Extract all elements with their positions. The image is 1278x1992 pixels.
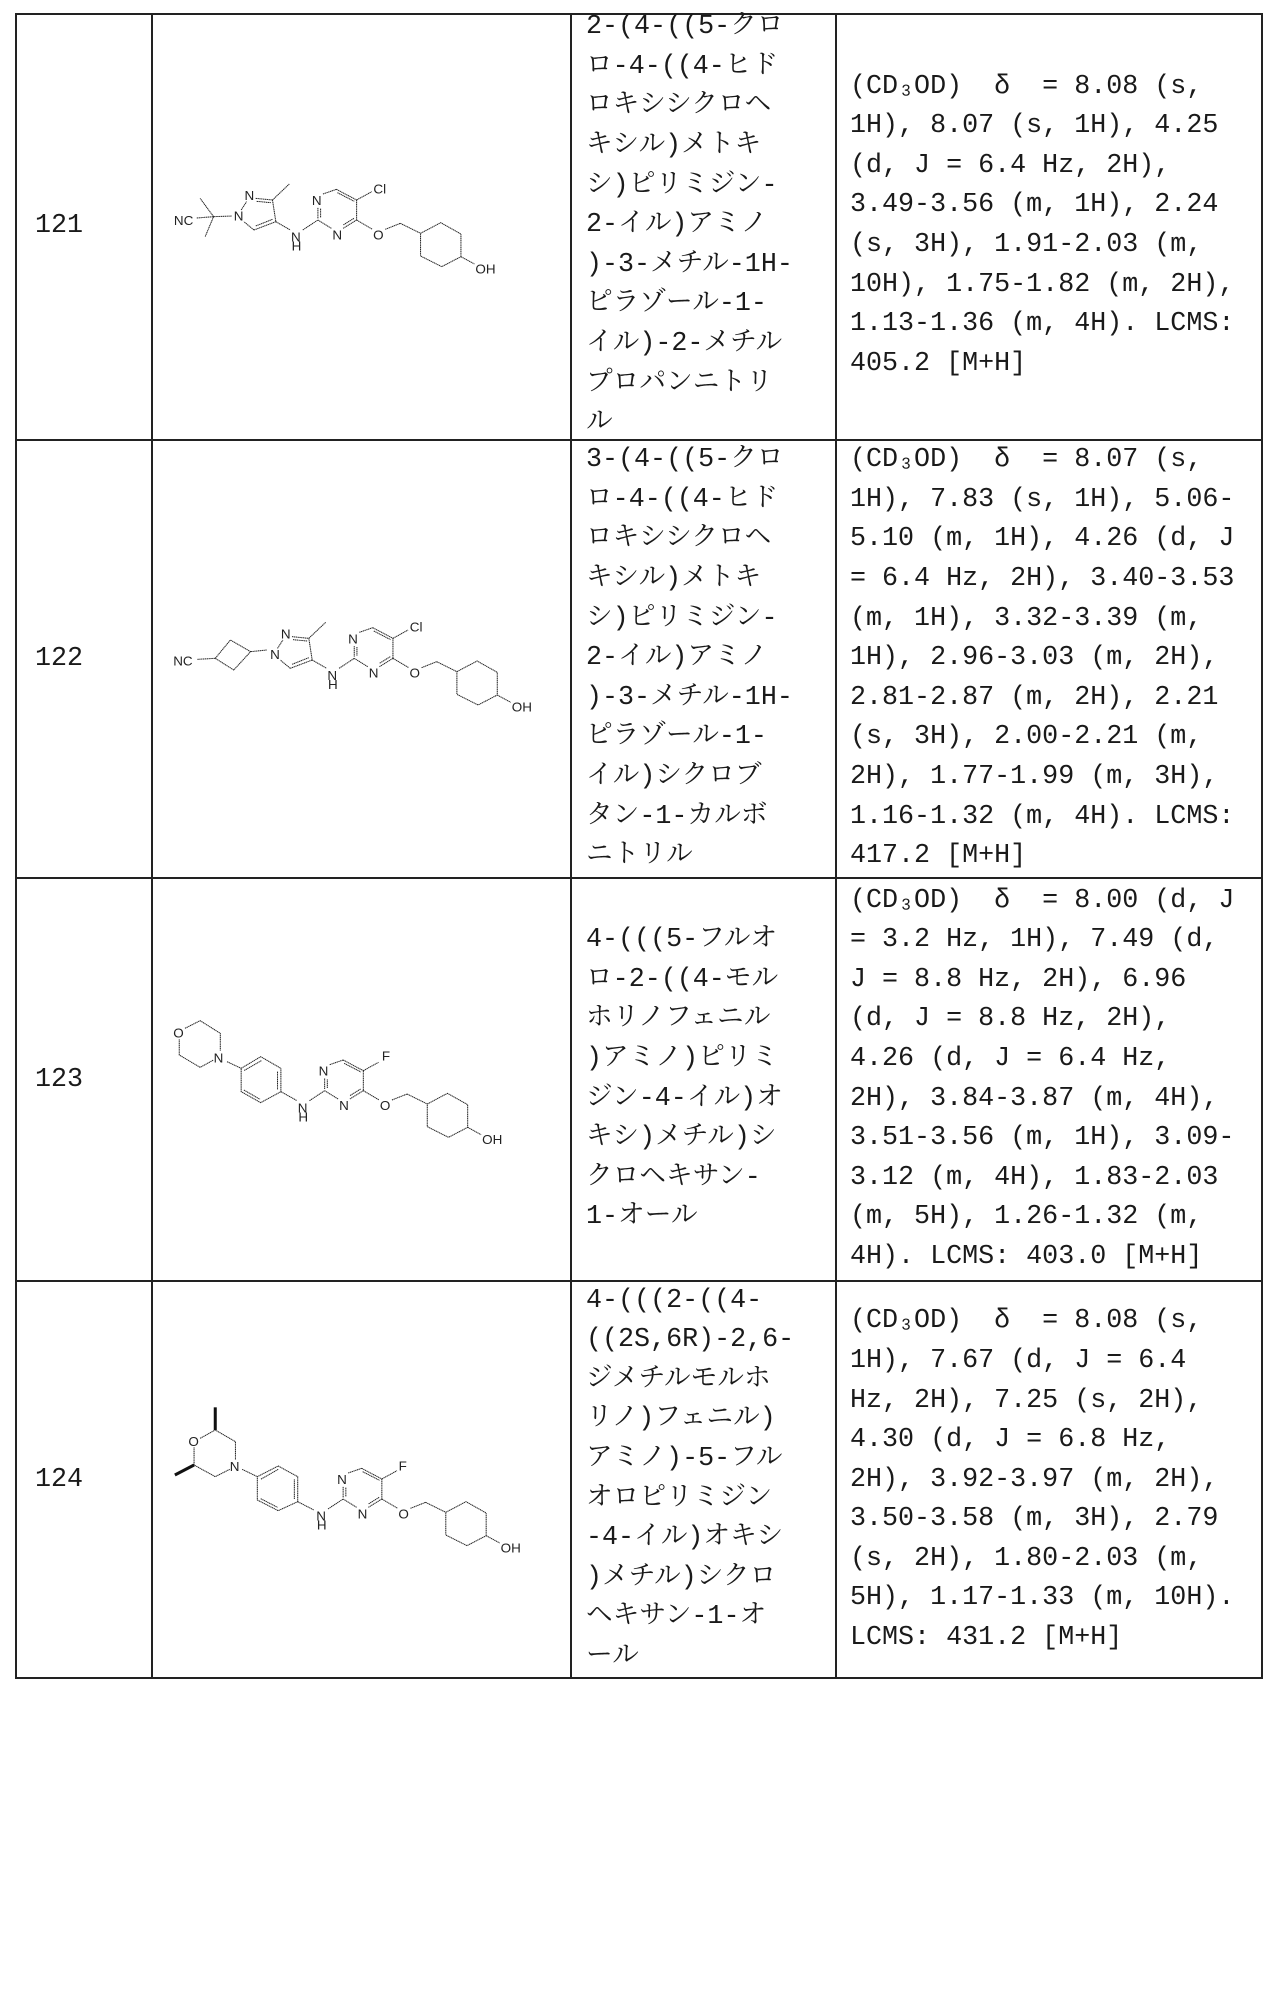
table-row [15,13,1263,441]
svg-text:N: N [214,1050,224,1065]
compound-name-cell [572,879,837,1282]
chemical-structure-image [153,130,573,330]
compound-number-cell [15,441,153,879]
structure-cell [153,441,572,879]
nmr-data-cell [837,13,1263,441]
svg-text:NC: NC [173,654,193,669]
atom-f: F [382,1049,390,1064]
structure-cell [153,13,572,441]
svg-text:N: N [230,1459,240,1474]
svg-text:O: O [173,1025,183,1040]
nmr-lcms-data: (CD₃OD) δ = 8.08 (s, 1H), 7.67 (d, J = 6.4 Hz, 2H), 7.25 (s, 2H), 4.30 (d, J = 6.8 Hz, 2H), 3.92-3.97 (m, 2H), 3.50-3.58 (m, 3H), 2.79 (s, 2H), 1.80-2.03 (m, 5H), 1.17-1.33 (m, 10H). LCMS: 431.2 [M+H] [850,1302,1234,1658]
compound-name: 2-(4-((5-クロ ロ-4-((4-ヒド ロキシシクロヘ キシル)メトキ シ)ピリミジン- 2-イル)アミノ )-3-メチル-1H- ピラゾール-1- イル)-2-メチル プロパンニトリ ル [586,8,793,444]
compound-name: 4-(((5-フルオ ロ-2-((4-モル ホリノフェニル )アミノ)ピリミ ジン-4-イル)オ キシ)メチル)シ クロヘキサン- 1-オール [586,921,783,1238]
compound-number: 122 [35,644,83,674]
atom-cl: Cl [410,620,423,635]
table-row [15,441,1263,879]
svg-text:O: O [188,1434,198,1449]
nmr-data-cell [837,879,1263,1282]
compound-name: 3-(4-((5-クロ ロ-4-((4-ヒド ロキシシクロヘ キシル)メトキ シ)ピリミジン- 2-イル)アミノ )-3-メチル-1H- ピラゾール-1- イル)シクロブ タン-1-カルボ ニトリル [586,441,793,877]
table-row [15,1282,1263,1679]
table-row [15,879,1263,1282]
compound-name-cell [572,441,837,879]
atom-f: F [399,1459,407,1474]
compound-number-cell [15,879,153,1282]
compound-number-cell [15,13,153,441]
chemical-structure-image [153,580,573,780]
structure-cell [153,1282,572,1679]
compound-number: 121 [35,211,83,241]
nmr-data-cell [837,1282,1263,1679]
nmr-lcms-data: (CD₃OD) δ = 8.00 (d, J = 3.2 Hz, 1H), 7.49 (d, J = 8.8 Hz, 2H), 6.96 (d, J = 8.8 Hz, 2H), 4.26 (d, J = 6.4 Hz, 2H), 3.84-3.87 (m, 4H), 3.51-3.56 (m, 1H), 3.09- 3.12 (m, 4H), 1.83-2.03 (m, 5H), 1.26-1.32 (m, 4H). LCMS: 403.0 [M+H] [850,882,1234,1278]
nmr-lcms-data: (CD₃OD) δ = 8.08 (s, 1H), 8.07 (s, 1H), 4.25 (d, J = 6.4 Hz, 2H), 3.49-3.56 (m, 1H), 2.24 (s, 3H), 1.91-2.03 (m, 10H), 1.75-1.82 (m, 2H), 1.13-1.36 (m, 4H). LCMS: 405.2 [M+H] [850,68,1234,385]
chemical-structure-image [153,980,573,1180]
compound-name-cell [572,13,837,441]
compound-number-cell [15,1282,153,1679]
compound-name-cell [572,1282,837,1679]
compound-number: 123 [35,1065,83,1095]
nmr-data-cell [837,441,1263,879]
compound-name: 4-(((2-((4- ((2S,6R)-2,6- ジメチルモルホ リノ)フェニル) アミノ)-5-フル オロピリミジン -4-イル)オキシ )メチル)シクロ ヘキサン-1-オ ール [586,1282,794,1678]
nmr-lcms-data: (CD₃OD) δ = 8.07 (s, 1H), 7.83 (s, 1H), 5.06- 5.10 (m, 1H), 4.26 (d, J = 6.4 Hz, 2H), 3.40-3.53 (m, 1H), 3.32-3.39 (m, 1H), 2.96-3.03 (m, 2H), 2.81-2.87 (m, 2H), 2.21 (s, 3H), 2.00-2.21 (m, 2H), 1.77-1.99 (m, 3H), 1.16-1.32 (m, 4H). LCMS: 417.2 [M+H] [850,441,1234,877]
svg-text:NC: NC [174,213,194,228]
structure-cell [153,879,572,1282]
compound-number: 124 [35,1465,83,1495]
atom-cl: Cl [373,181,386,196]
chemical-structure-image [153,1370,573,1590]
